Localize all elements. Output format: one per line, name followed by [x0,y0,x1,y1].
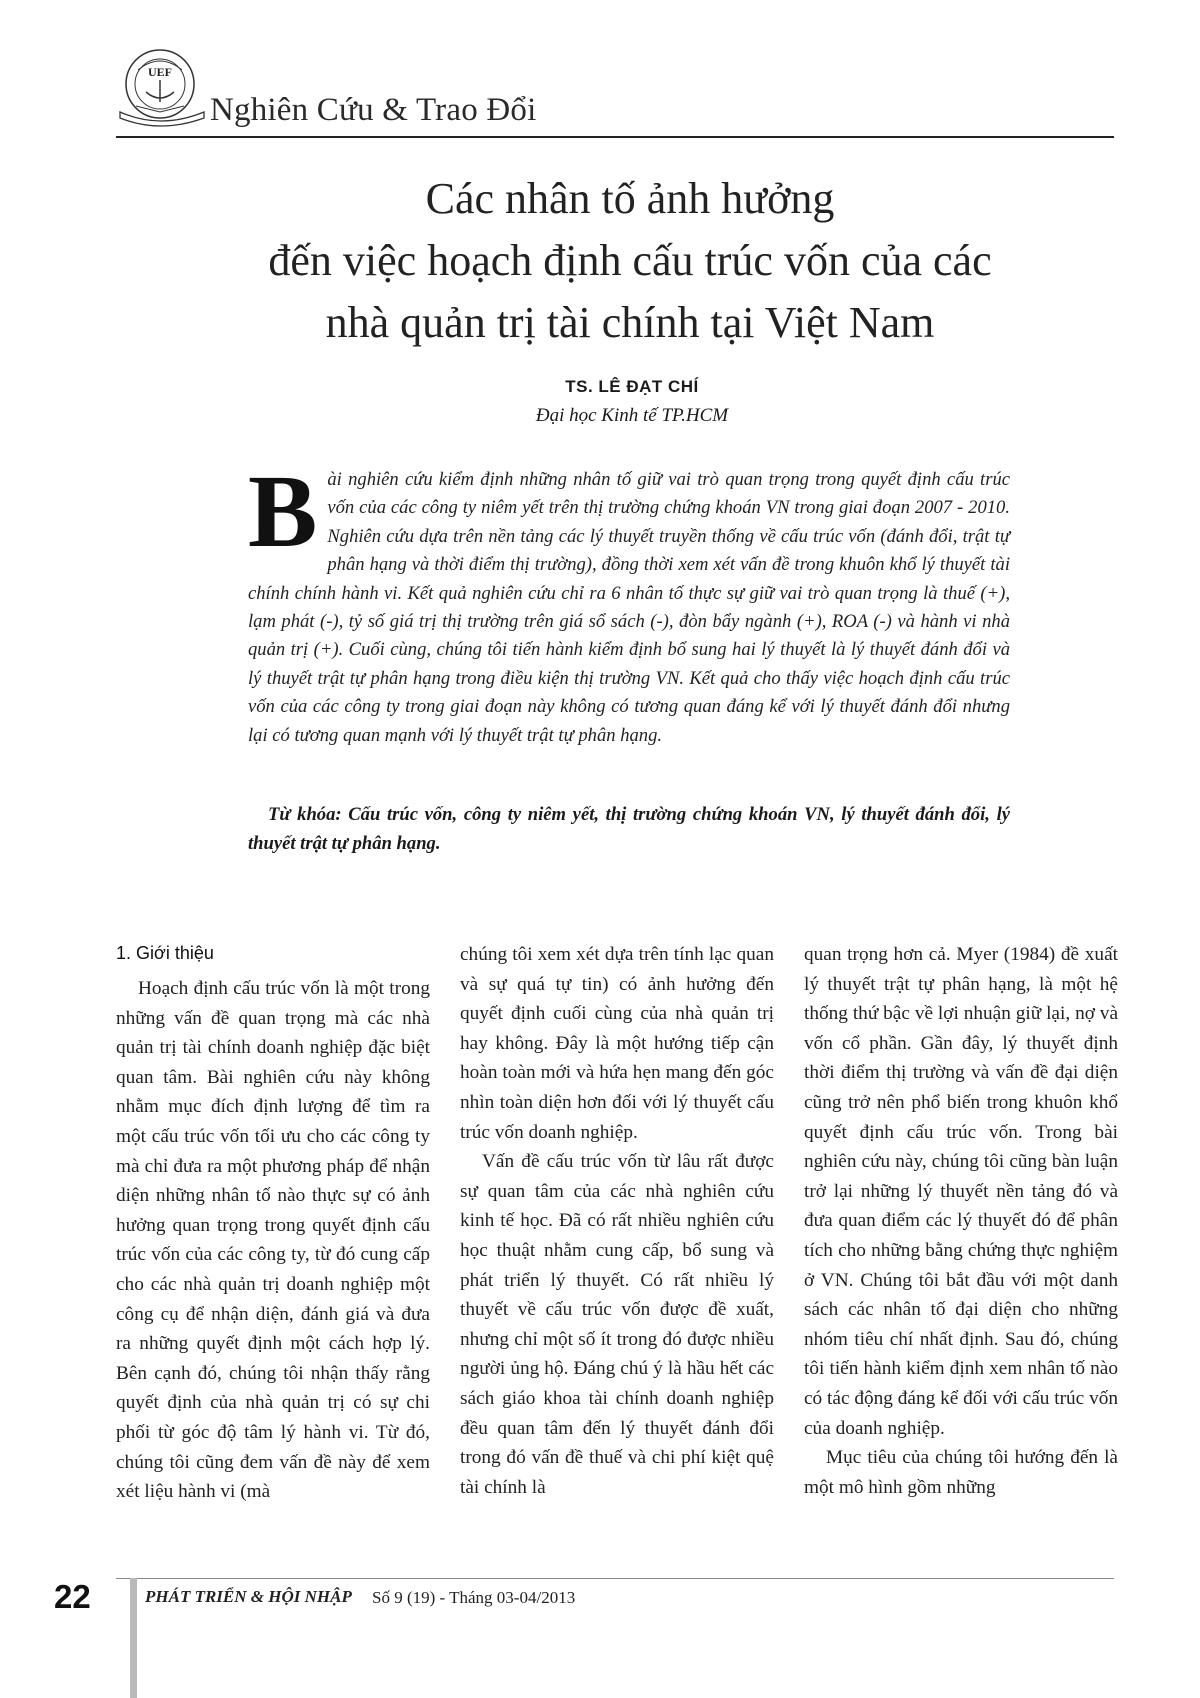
paragraph: Hoạch định cấu trúc vốn là một trong những vấn đề quan trọng mà các nhà quản trị tài chính doanh nghiệp đặc biệt quan tâm. Bài nghiên cứu này không nhằm mục đích định lượng để tìm ra một cấu trúc vốn tối ưu cho các công ty mà chỉ đưa ra một phương pháp để nhận diện những nhân tố nào thực sự có ảnh hưởng quan trọng trong quyết định cấu trúc vốn của các công ty, từ đó cung cấp cho các nhà quản trị doanh nghiệp một công cụ để nhận diện, đánh giá và đưa ra những quyết định một cách hợp lý. Bên cạnh đó, chúng tôi nhận thấy rằng quyết định của nhà quản trị có sự chi phối từ góc độ tâm lý hành vi. Từ đó, chúng tôi cũng đem vấn đề này để xem xét liệu hành vi (mà [116,978,430,1503]
issue-info: Số 9 (19) - Tháng 03-04/2013 [372,1588,576,1607]
abstract-dropcap: B [248,454,318,569]
title-line: đến việc hoạch định cấu trúc vốn của các [268,236,992,285]
author-affiliation: Đại học Kinh tế TP.HCM [535,405,729,426]
footer-divider [116,1578,1114,1579]
article-title [150,168,1110,354]
paragraph: chúng tôi xem xét dựa trên tính lạc quan và sự quá tự tin) có ảnh hưởng đến quyết định cuối cùng của nhà quản trị hay không. Đây là một hướng tiếp cận hoàn toàn mới và hứa hẹn mang đến góc nhìn toàn diện hơn đối với lý thuyết cấu trúc vốn doanh nghiệp. [460,944,774,1143]
paragraph: quan trọng hơn cả. Myer (1984) đề xuất lý thuyết trật tự phân hạng, là một hệ thống thứ bậc về lợi nhuận giữ lại, nợ và vốn cổ phần. Gần đây, lý thuyết định thời điểm thị trường và vấn đề đại diện cũng trở nên phổ biến trong khuôn khổ quyết định cấu trúc vốn. Trong bài nghiên cứu này, chúng tôi cũng bàn luận trở lại những lý thuyết nền tảng đó và đưa quan điểm các lý thuyết đó để phân tích cho những bằng chứng thực nghiệm ở VN. Chúng tôi bắt đầu với một danh sách các nhân tố đại diện cho những nhóm tiêu chí nhất định. Sau đó, chúng tôi tiến hành kiểm định xem nhân tố nào có tác động đáng kể đối với cấu trúc vốn của doanh nghiệp. [804,944,1118,1439]
paragraph: Vấn đề cấu trúc vốn từ lâu rất được sự quan tâm của các nhà nghiên cứu kinh tế học. Đã có rất nhiều nghiên cứu học thuật nhằm cung cấp, bổ sung và phát triển lý thuyết. Có rất nhiều lý thuyết về cấu trúc vốn được đề xuất, nhưng chỉ một số ít trong đó được nhiều người ủng hộ. Đáng chú ý là hầu hết các sách giáo khoa tài chính doanh nghiệp đều quan tâm đến lý thuyết đánh đổi trong đó vấn đề thuế và chi phí kiệt quệ tài chính là [460,1151,774,1498]
body-column-2 [460,940,774,1502]
page-number: 22 [54,1578,91,1615]
title-line: nhà quản trị tài chính tại Việt Nam [325,298,935,347]
author-name: TS. LÊ ĐẠT CHÍ [565,377,699,396]
title-line: Các nhân tố ảnh hưởng [425,174,835,223]
section-heading: 1. Giới thiệu [116,943,214,963]
logo-text: UEF [148,65,172,79]
body-column-1 [116,940,430,1507]
abstract [248,454,1010,750]
body-column-3 [804,940,1118,1502]
journal-name: PHÁT TRIỂN & HỘI NHẬP [145,1587,352,1606]
keywords: Từ khóa: Cấu trúc vốn, công ty niêm yết, thị trường chứng khoán VN, lý thuyết đánh đổi, lý thuyết trật tự phân hạng. [248,804,1010,854]
footer-bar [130,1578,137,1698]
abstract-text: ài nghiên cứu kiểm định những nhân tố giữ vai trò quan trọng trong quyết định cấu trúc vốn của các công ty niêm yết trên thị trường chứng khoán VN trong giai đoạn 2007 - 2010. Nghiên cứu dựa trên nền tảng các lý thuyết truyền thống về cấu trúc vốn (đánh đổi, trật tự phân hạng và thời điểm thị trường), đồng thời xem xét vấn đề trong khuôn khổ lý thuyết tài chính chính hành vi. Kết quả nghiên cứu chỉ ra 6 nhân tố thực sự giữ vai trò quan trọng là thuế (+), lạm phát (-), tỷ số giá trị thị trường trên giá sổ sách (-), đòn bẩy ngành (+), ROA (-) và hành vi nhà quản trị (+). Cuối cùng, chúng tôi tiến hành kiểm định bổ sung hai lý thuyết là lý thuyết đánh đổi và lý thuyết trật tự phân hạng trong điều kiện thị trường VN. Kết quả cho thấy việc hoạch định cấu trúc vốn của các công ty trong giai đoạn này không có tương quan đáng kể với lý thuyết đánh đổi nhưng lại có tương quan mạnh với lý thuyết trật tự phân hạng. [248,469,1010,746]
paragraph: Mục tiêu của chúng tôi hướng đến là một mô hình gồm những [804,1447,1118,1498]
section-label: Nghiên Cứu & Trao Đổi [210,92,537,128]
header-divider [116,136,1114,138]
journal-logo [116,40,208,132]
